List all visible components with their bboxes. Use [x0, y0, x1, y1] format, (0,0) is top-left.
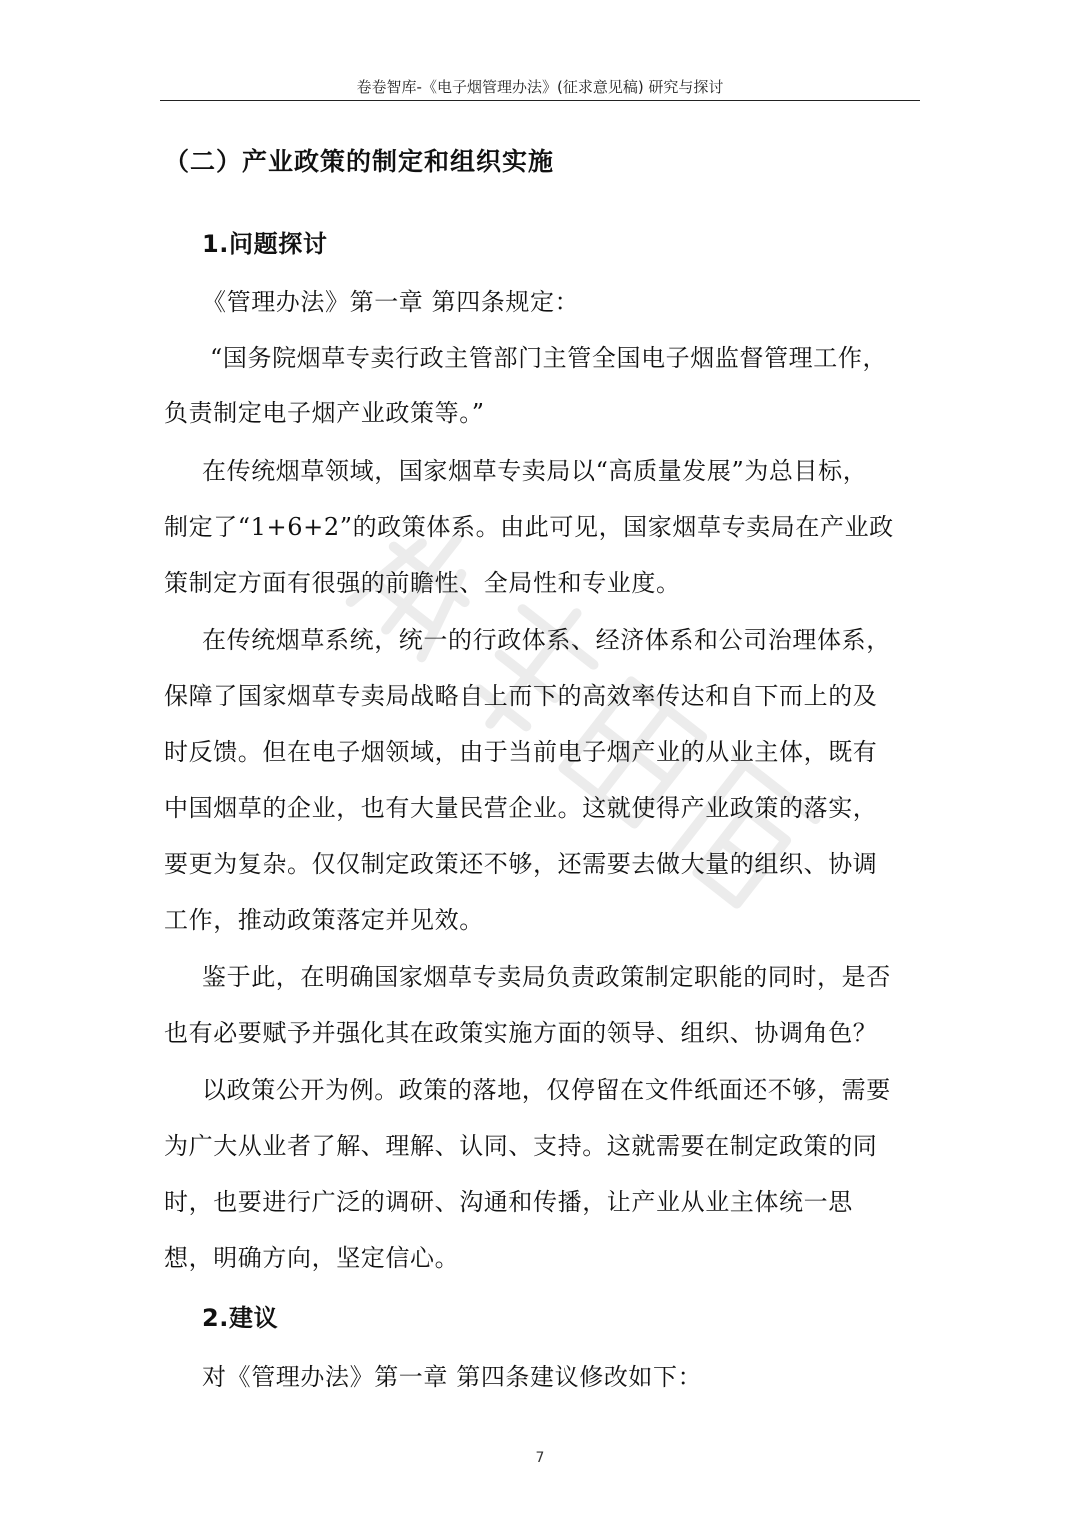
paragraph-line: 为广大从业者了解、理解、认同、支持。这就需要在制定政策的同 — [164, 1132, 878, 1160]
paragraph-line: 制定了“1+6+2”的政策体系。由此可见，国家烟草专卖局在产业政 — [164, 513, 894, 541]
paragraph-line: 工作，推动政策落定并见效。 — [164, 906, 484, 934]
subsection-heading-1: 1.问题探讨 — [202, 230, 328, 258]
paragraph-line: 时反馈。但在电子烟领域，由于当前电子烟产业的从业主体，既有 — [164, 738, 878, 766]
paragraph-line: 在传统烟草系统，统一的行政体系、经济体系和公司治理体系， — [202, 626, 891, 654]
paragraph-line: 负责制定电子烟产业政策等。” — [164, 399, 485, 427]
paragraph-line: 鉴于此，在明确国家烟草专卖局负责政策制定职能的同时，是否 — [202, 963, 891, 991]
paragraph-line: 时，也要进行广泛的调研、沟通和传播，让产业从业主体统一思 — [164, 1188, 853, 1216]
paragraph-line: 策制定方面有很强的前瞻性、全局性和专业度。 — [164, 569, 681, 597]
paragraph-line: 以政策公开为例。政策的落地，仅停留在文件纸面还不够，需要 — [202, 1076, 891, 1104]
subsection-heading-2: 2.建议 — [202, 1304, 279, 1332]
paragraph-line: 保障了国家烟草专卖局战略自上而下的高效率传达和自下而上的及 — [164, 682, 878, 710]
paragraph-line: 在传统烟草领域，国家烟草专卖局以“高质量发展”为总目标， — [202, 457, 868, 485]
paragraph-line: 想，明确方向，坚定信心。 — [164, 1244, 460, 1272]
section-heading: （二）产业政策的制定和组织实施 — [164, 147, 555, 176]
page-header: 卷卷智库-《电子烟管理办法》(征求意见稿) 研究与探讨 — [356, 78, 724, 96]
paragraph-line: 对《管理办法》第一章 第四条建议修改如下： — [202, 1363, 703, 1391]
paragraph-line: 中国烟草的企业，也有大量民营企业。这就使得产业政策的落实， — [164, 794, 878, 822]
paragraph-line: 要更为复杂。仅仅制定政策还不够，还需要去做大量的组织、协调 — [164, 850, 878, 878]
paragraph-line: 《管理办法》第一章 第四条规定： — [202, 288, 580, 316]
header-rule — [160, 100, 920, 101]
page-number: 7 — [535, 1450, 545, 1466]
paragraph-line: “国务院烟草专卖行政主管部门主管全国电子烟监督管理工作， — [210, 344, 888, 372]
paragraph-line: 也有必要赋予并强化其在政策实施方面的领导、组织、协调角色？ — [164, 1019, 878, 1047]
